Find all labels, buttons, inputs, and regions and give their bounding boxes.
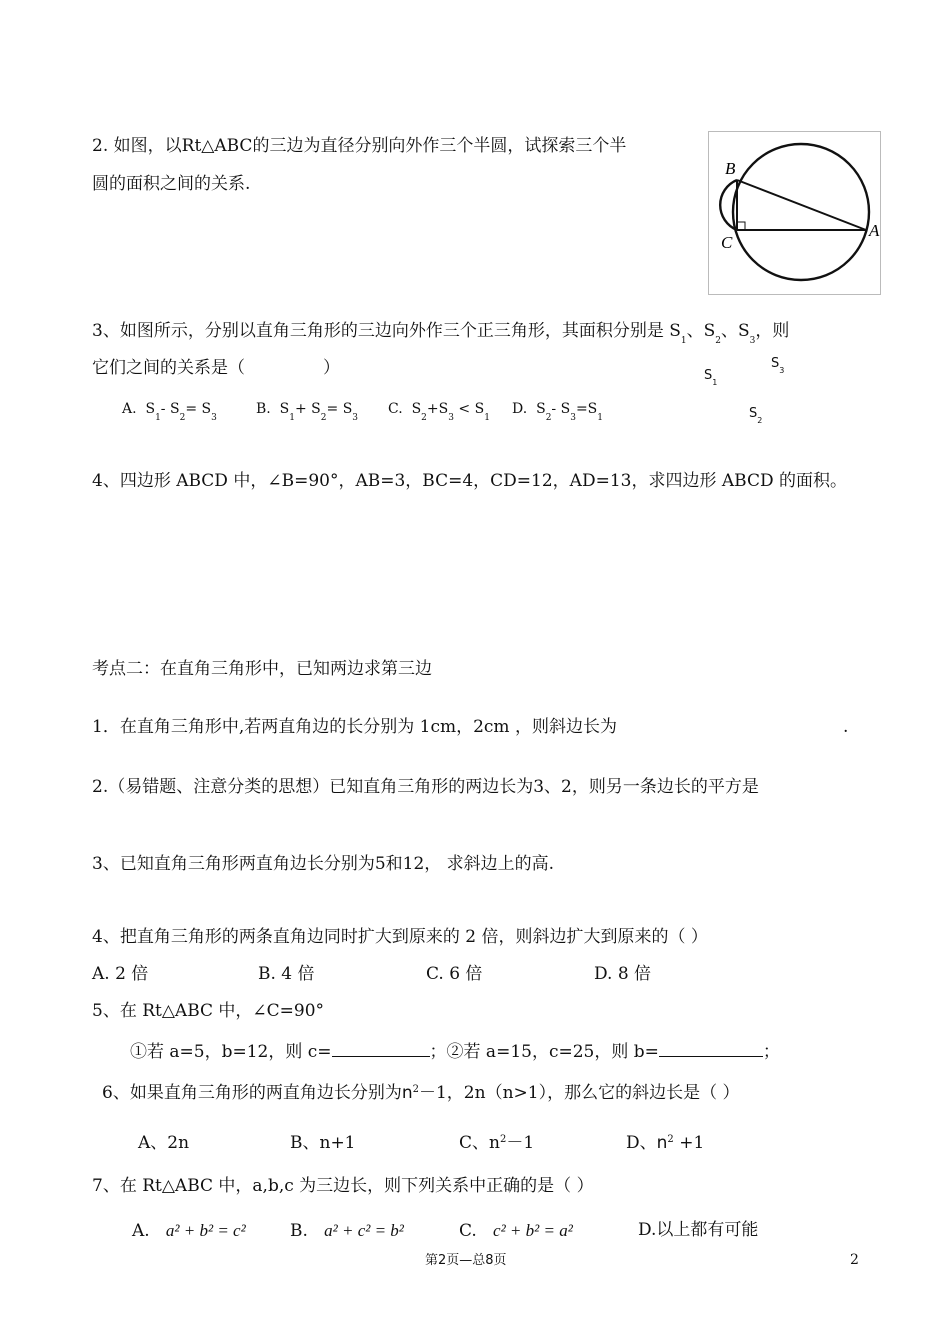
q3-sub2: 2 (715, 336, 721, 346)
s2-q1-end: . (843, 717, 849, 737)
s2-letter: S (749, 406, 758, 421)
opt-d-op1: - (551, 401, 557, 417)
opt-a-label: A. (122, 401, 137, 417)
q3-line2-text: 它们之间的关系是（ (92, 358, 245, 378)
q4-text: 4、四边形 ABCD 中，∠B=90°，AB=3，BC=4，CD=12，AD=13，求四边形 ABCD 的面积。 (92, 471, 847, 491)
s1-label (704, 368, 718, 387)
s2-q6-d-sup: 2 (667, 1134, 674, 1145)
s2-q7-c-label: C. (459, 1221, 477, 1241)
s2-q6-n: n (401, 1083, 413, 1103)
s2-q7-a-label: A. (132, 1221, 150, 1241)
opt-c-op2: < (458, 401, 471, 417)
opt-b-op1: + (294, 401, 307, 417)
footer-page-number: 2 (850, 1252, 859, 1268)
opt-b-t1: S (279, 401, 290, 417)
s2-q6-mid: －1，2n（n>1），那么它的斜边长是（ ） (418, 1083, 740, 1103)
opt-d-s3: 1 (597, 413, 603, 423)
opt-b-op2: = (326, 401, 339, 417)
s2-q6 (102, 1085, 739, 1102)
q3-sub3: 3 (749, 336, 756, 346)
s2-q7-b-expr: a² + c² = b² (324, 1221, 404, 1240)
opt-d-t1: S (536, 401, 546, 417)
s2-q6-c-post: －1 (506, 1133, 535, 1153)
q2-number: 2. (92, 136, 109, 156)
q3-option-c (388, 401, 490, 423)
s2-q3: 3、已知直角三角形两直角边长分别为5和12， 求斜边上的高. (92, 854, 555, 874)
s2-q7-b-label: B. (290, 1221, 308, 1241)
s2-q6-option-b: B、n+1 (290, 1133, 356, 1153)
q3-text: 3、如图所示，分别以直角三角形的三边向外作三个正三角形，其面积分别是 S (92, 321, 681, 341)
opt-c-label: C. (388, 401, 403, 417)
s2-q7: 7、在 Rt△ABC 中，a,b,c 为三边长，则下列关系中正确的是（ ） (92, 1176, 594, 1196)
q3-tail: ，则 (755, 321, 790, 341)
s2-q6-option-d (626, 1135, 704, 1152)
opt-c-s3: 1 (484, 413, 490, 423)
opt-a-t3: S (201, 401, 212, 417)
opt-d-t2: S (560, 401, 571, 417)
q3-close-paren: ） (323, 358, 340, 378)
opt-c-t3: S (474, 401, 485, 417)
q3-option-d (512, 401, 603, 423)
opt-a-op1: - (160, 401, 166, 417)
opt-b-t2: S (311, 401, 321, 417)
s2-q7-option-c (459, 1222, 573, 1240)
footer-page-info: 第2页—总8页 (425, 1253, 507, 1268)
s2-q2: 2.（易错题、注意分类的思想）已知直角三角形的两边长为3、2，则另一条边长的平方是 (92, 777, 759, 797)
s2-q1 (92, 719, 617, 736)
label-b: B (725, 159, 736, 178)
s1-sub: 1 (712, 378, 718, 387)
s2-q7-option-a (132, 1222, 246, 1240)
s2-q4-option-b: B. 4 倍 (258, 964, 315, 984)
opt-d-s1: 2 (545, 413, 552, 423)
s2-q6-d-n: n (656, 1133, 668, 1153)
opt-a-s2: 2 (179, 413, 186, 423)
opt-a-op2: = (185, 401, 198, 417)
s2-q5-end: ； (762, 1042, 780, 1062)
q2-line2: 圆的面积之间的关系. (92, 174, 251, 194)
s2-q6-d-pre: D、 (626, 1133, 657, 1153)
opt-d-op2: =S (575, 401, 598, 417)
s2-q6-option-c (459, 1135, 534, 1152)
large-circle (733, 144, 869, 280)
opt-b-s1: 1 (289, 413, 295, 423)
right-angle-mark (737, 222, 745, 230)
section2-heading: 考点二：在直角三角形中，已知两边求第三边 (92, 659, 432, 679)
s2-q6-c-sup: 2 (499, 1134, 507, 1145)
q3-option-b (256, 401, 359, 423)
opt-d-s2: 3 (570, 413, 576, 423)
s2-q7-option-d: D.以上都有可能 (638, 1220, 759, 1240)
s3-letter: S (771, 356, 780, 371)
opt-d-label: D. (512, 401, 528, 417)
q3-sep1: 、S (686, 321, 716, 341)
s2-q4: 4、把直角三角形的两条直角边同时扩大到原来的 2 倍，则斜边扩大到原来的（ ） (92, 927, 708, 947)
s2-q7-c-expr: c² + b² = a² (493, 1221, 573, 1240)
answer-blank-b[interactable] (659, 1041, 763, 1057)
s2-q5: 5、在 Rt△ABC 中，∠C=90° (92, 1001, 325, 1021)
opt-a-s3: 3 (211, 413, 217, 423)
s2-sub: 2 (757, 416, 763, 425)
q3-sub1: 1 (680, 336, 687, 346)
s2-q6-option-a: A、2n (138, 1133, 190, 1153)
s2-q6-sup: 2 (412, 1084, 419, 1095)
opt-c-s1: 2 (421, 413, 427, 423)
opt-b-s2: 2 (320, 413, 327, 423)
s3-sub: 3 (779, 366, 785, 375)
q3-line2 (92, 360, 340, 377)
q2-line1 (92, 138, 626, 155)
s2-q7-a-expr: a² + b² = c² (165, 1221, 246, 1240)
opt-b-s3: 3 (352, 413, 359, 423)
s2-q4-option-c: C. 6 倍 (426, 964, 483, 984)
s2-q5-parts (130, 1041, 780, 1061)
opt-b-t3: S (342, 401, 353, 417)
semicircle-diagram (709, 132, 882, 296)
s2-q5-mid: ；②若 a=15，c=25，则 b= (429, 1042, 659, 1062)
s2-q4-option-a: A. 2 倍 (92, 964, 149, 984)
q2-text-line1: 如图，以Rt△ABC的三边为直径分别向外作三个半圆，试探索三个半 (113, 136, 627, 156)
opt-a-t1: S (145, 401, 156, 417)
s2-q1-text: 1．在直角三角形中,若两直角边的长分别为 1cm，2cm ，则斜边长为 (92, 717, 617, 737)
s2-q4-option-d: D. 8 倍 (594, 964, 652, 984)
s2-q6-c-pre: C、n (459, 1133, 500, 1153)
semicircle-figure (708, 131, 881, 295)
opt-c-op1: +S (426, 401, 449, 417)
s3-label (771, 356, 785, 375)
s2-q6-pre: 6、如果直角三角形的两直角边长分别为 (102, 1083, 402, 1103)
q3-option-a (122, 401, 217, 423)
label-c: C (721, 233, 733, 252)
s2-label (749, 406, 763, 425)
opt-b-label: B. (256, 401, 271, 417)
opt-c-s2: 3 (448, 413, 454, 423)
q3-line1 (92, 321, 790, 346)
q3-sep2: 、S (721, 321, 750, 341)
s2-q5-part1: ①若 a=5，b=12，则 c= (130, 1042, 332, 1062)
side-ab (737, 180, 866, 230)
answer-blank-c[interactable] (332, 1041, 430, 1057)
label-a: A (869, 221, 880, 240)
opt-a-s1: 1 (155, 413, 161, 423)
s2-q6-d-post: +1 (673, 1133, 705, 1153)
s1-letter: S (704, 368, 713, 383)
s2-q7-option-b (290, 1222, 404, 1240)
opt-a-t2: S (169, 401, 180, 417)
opt-c-t1: S (411, 401, 422, 417)
